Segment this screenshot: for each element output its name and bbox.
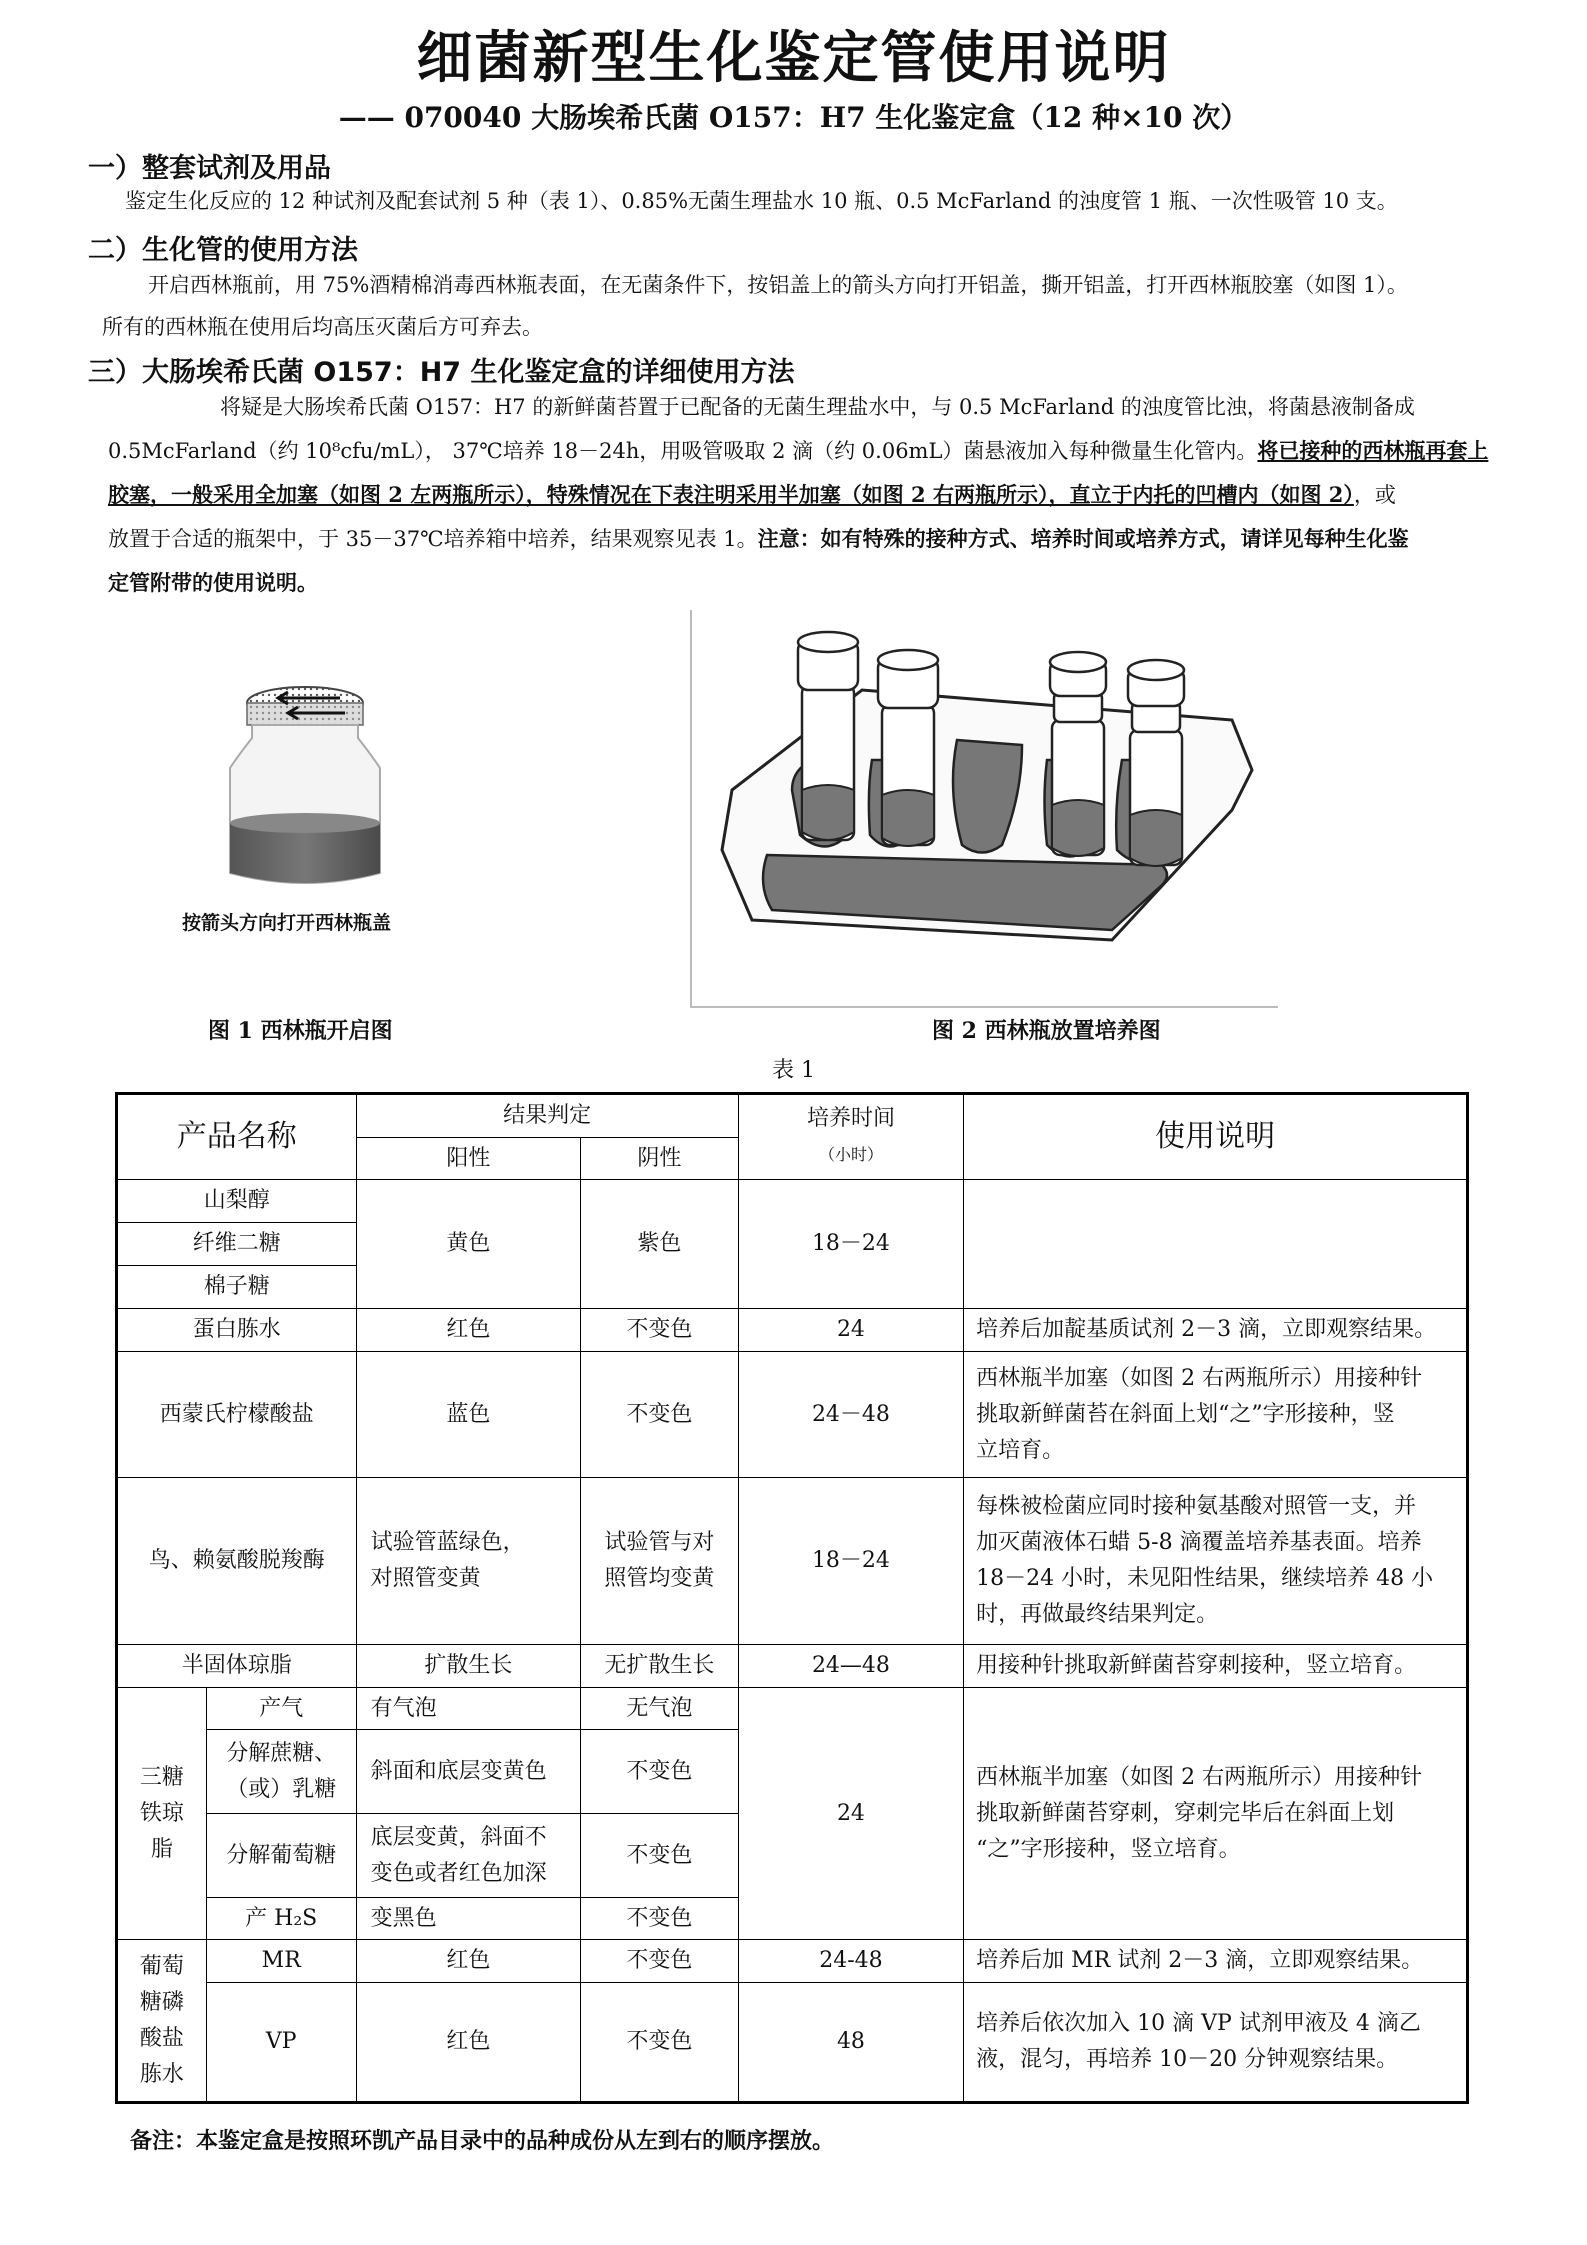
product-tsi	[117, 1688, 207, 1940]
section-3-line3	[108, 474, 1396, 516]
table-row	[117, 1352, 1468, 1478]
product-cellobiose: 纤维二糖	[117, 1223, 357, 1266]
vial-opening-image	[140, 608, 470, 938]
product-citrate: 西蒙氏柠檬酸盐	[117, 1352, 357, 1478]
section-3-line3-emphasis: 胶塞，一般采用全加塞（如图 2 左两瓶所示），特殊情况在下表注明采用半加塞（如图 2 右两瓶所示），直立于内托的凹槽内（如图 2）	[108, 482, 1354, 507]
gas-positive: 有气泡	[356, 1688, 581, 1730]
mr-positive: 红色	[356, 1940, 581, 1983]
vp-note-line: 液，混匀，再培养 10－20 分钟观察结果。	[976, 2047, 1399, 2072]
sugar-positive: 黄色	[356, 1180, 581, 1309]
reaction-table	[115, 1092, 1469, 2104]
citrate-note	[964, 1352, 1468, 1478]
table-caption: 表 1	[772, 1058, 815, 1083]
section-3-heading: 三）大肠埃希氏菌 O157：H7 生化鉴定盒的详细使用方法	[88, 357, 795, 388]
vp-time: 48	[738, 1983, 963, 2103]
tsi-group-line: 铁琼	[139, 1800, 184, 1826]
product-raffinose: 棉子糖	[117, 1266, 357, 1309]
gp-vp: VP	[206, 1983, 356, 2103]
section-3-line2-text: 0.5McFarland（约 10⁸cfu/mL）， 37℃培养 18－24h，用吸管吸取 2 滴（约 0.06mL）菌悬液加入每种微量生化管内。	[108, 439, 1258, 463]
table-row	[117, 1940, 1468, 1983]
section-3-line3-text: ，或	[1353, 483, 1396, 507]
product-semisolid: 半固体琼脂	[117, 1645, 357, 1688]
decarb-note-line: 18－24 小时，未见阳性结果，继续培养 48 小	[976, 1566, 1434, 1591]
vp-note	[964, 1983, 1468, 2103]
figure-1-inner-label: 按箭头方向打开西林瓶盖	[182, 912, 392, 934]
header-note: 使用说明	[964, 1094, 1468, 1180]
citrate-note-line: 立培育。	[976, 1437, 1065, 1463]
h2s-negative: 不变色	[581, 1898, 739, 1940]
glucose-negative: 不变色	[581, 1814, 739, 1898]
mr-negative: 不变色	[581, 1940, 739, 1983]
gp-mr: MR	[206, 1940, 356, 1983]
product-peptone: 蛋白胨水	[117, 1309, 357, 1352]
header-result: 结果判定	[356, 1094, 738, 1138]
citrate-note-line: 挑取新鲜菌苔在斜面上划“之”字形接种，竖	[976, 1401, 1395, 1427]
section-2-heading: 二）生化管的使用方法	[88, 235, 358, 266]
section-3-line4	[108, 518, 1409, 560]
header-positive: 阳性	[356, 1138, 581, 1180]
tsi-group-line: 三糖	[139, 1764, 184, 1790]
tsi-glucose: 分解葡萄糖	[206, 1814, 356, 1898]
sucrose-positive: 斜面和底层变黄色	[356, 1730, 581, 1814]
decarb-negative	[581, 1478, 739, 1645]
mr-time: 24-48	[738, 1940, 963, 1983]
decarb-note-line: 时，再做最终结果判定。	[976, 1602, 1219, 1627]
semi-time: 24—48	[738, 1645, 963, 1688]
decarb-note	[964, 1478, 1468, 1645]
header-time-unit: （小时）	[818, 1145, 883, 1164]
tsi-gas: 产气	[206, 1688, 356, 1730]
tsi-note-line: 挑取新鲜菌苔穿刺，穿刺完毕后在斜面上划	[976, 1800, 1395, 1826]
peptone-negative: 不变色	[581, 1309, 739, 1352]
header-product: 产品名称	[117, 1094, 357, 1180]
semi-negative: 无扩散生长	[581, 1645, 739, 1688]
figure-1	[140, 608, 470, 938]
citrate-negative: 不变色	[581, 1352, 739, 1478]
table-row	[117, 1983, 1468, 2103]
tsi-group-line: 脂	[150, 1836, 173, 1862]
decarb-negative-line: 试验管与对	[604, 1530, 715, 1555]
decarb-positive	[356, 1478, 581, 1645]
tsi-sucrose	[206, 1730, 356, 1814]
vp-negative: 不变色	[581, 1983, 739, 2103]
vp-note-line: 培养后依次加入 10 滴 VP 试剂甲液及 4 滴乙	[976, 2011, 1421, 2036]
figure-2	[690, 610, 1278, 1008]
tsi-note-line: 西林瓶半加塞（如图 2 右两瓶所示）用接种针	[976, 1764, 1423, 1790]
header-time	[738, 1094, 963, 1180]
glucose-positive	[356, 1814, 581, 1898]
sugar-negative: 紫色	[581, 1180, 739, 1309]
section-1-body: 鉴定生化反应的 12 种试剂及配套试剂 5 种（表 1）、0.85%无菌生理盐水 10 瓶、0.5 McFarland 的浊度管 1 瓶、一次性吸管 10 支。	[125, 189, 1398, 213]
semi-note: 用接种针挑取新鲜菌苔穿刺接种，竖立培育。	[964, 1645, 1468, 1688]
decarb-positive-line: 对照管变黄	[370, 1566, 481, 1591]
section-2-line1: 开启西林瓶前，用 75%酒精棉消毒西林瓶表面，在无菌条件下，按铝盖上的箭头方向打开铝盖，撕开铝盖，打开西林瓶胶塞（如图 1）。	[148, 273, 1408, 297]
section-3-line1: 将疑是大肠埃希氏菌 O157：H7 的新鲜菌苔置于已配备的无菌生理盐水中，与 0.5 McFarland 的浊度管比浊，将菌悬液制备成	[220, 395, 1415, 419]
decarb-note-line: 每株被检菌应同时接种氨基酸对照管一支，并	[976, 1494, 1417, 1519]
gas-negative: 无气泡	[581, 1688, 739, 1730]
vp-positive: 红色	[356, 1983, 581, 2103]
vial-tray-image	[692, 610, 1278, 1006]
table-row	[117, 1478, 1468, 1645]
decarb-time: 18－24	[738, 1478, 963, 1645]
product-decarboxylase: 鸟、赖氨酸脱羧酶	[117, 1478, 357, 1645]
section-3-line2	[108, 430, 1488, 472]
section-3-line2-emphasis: 将已接种的西林瓶再套上	[1257, 438, 1489, 463]
gp-group-line: 葡萄	[139, 1953, 184, 1979]
decarb-negative-line: 照管均变黄	[604, 1566, 715, 1591]
table-row	[117, 1645, 1468, 1688]
header-time-label: 培养时间	[806, 1106, 895, 1131]
tsi-h2s: 产 H₂S	[206, 1898, 356, 1940]
tsi-sucrose-line: （或）乳糖	[226, 1776, 337, 1802]
page-title: 细菌新型生化鉴定管使用说明	[416, 26, 1171, 91]
citrate-positive: 蓝色	[356, 1352, 581, 1478]
section-2-line2: 所有的西林瓶在使用后均高压灭菌后方可弃去。	[102, 315, 543, 339]
mr-note: 培养后加 MR 试剂 2－3 滴，立即观察结果。	[964, 1940, 1468, 1983]
glucose-positive-line: 变色或者红色加深	[370, 1860, 547, 1886]
gp-group-line: 胨水	[139, 2061, 184, 2087]
tsi-note	[964, 1688, 1468, 1940]
gp-group-line: 糖磷	[139, 1989, 184, 2015]
table-row	[117, 1688, 1468, 1730]
h2s-positive: 变黑色	[356, 1898, 581, 1940]
tsi-sucrose-line: 分解蔗糖、	[226, 1740, 337, 1766]
semi-positive: 扩散生长	[356, 1645, 581, 1688]
peptone-positive: 红色	[356, 1309, 581, 1352]
tsi-time: 24	[738, 1688, 963, 1940]
gp-group-line: 酸盐	[139, 2025, 184, 2051]
tsi-note-line: “之”字形接种，竖立培育。	[976, 1836, 1241, 1862]
product-sorbitol: 山梨醇	[117, 1180, 357, 1223]
sucrose-negative: 不变色	[581, 1730, 739, 1814]
decarb-note-line: 加灭菌液体石蜡 5-8 滴覆盖培养基表面。培养	[976, 1530, 1422, 1555]
citrate-note-line: 西林瓶半加塞（如图 2 右两瓶所示）用接种针	[976, 1365, 1423, 1391]
table-row	[117, 1180, 1468, 1223]
table-header-row	[117, 1094, 1468, 1138]
header-negative: 阴性	[581, 1138, 739, 1180]
decarb-positive-line: 试验管蓝绿色，	[370, 1530, 525, 1555]
figure-2-caption: 图 2 西林瓶放置培养图	[932, 1018, 1161, 1044]
section-1-heading: 一）整套试剂及用品	[88, 153, 331, 184]
peptone-note: 培养后加靛基质试剂 2－3 滴，立即观察结果。	[964, 1309, 1468, 1352]
section-3-line4-note: 注意：如有特殊的接种方式、培养时间或培养方式，请详见每种生化鉴	[757, 526, 1409, 551]
sugar-time: 18－24	[738, 1180, 963, 1309]
footnote: 备注：本鉴定盒是按照环凯产品目录中的品种成份从左到右的顺序摆放。	[130, 2128, 835, 2154]
sugar-note	[964, 1180, 1468, 1309]
figure-1-caption: 图 1 西林瓶开启图	[208, 1018, 393, 1044]
section-3-line4-text: 放置于合适的瓶架中，于 35－37℃培养箱中培养，结果观察见表 1。	[108, 527, 758, 551]
citrate-time: 24－48	[738, 1352, 963, 1478]
glucose-positive-line: 底层变黄，斜面不	[370, 1824, 547, 1850]
peptone-time: 24	[738, 1309, 963, 1352]
section-3-line5: 定管附带的使用说明。	[108, 570, 318, 595]
table-row	[117, 1309, 1468, 1352]
product-glucose-phosphate	[117, 1940, 207, 2103]
page-subtitle: —— 070040 大肠埃希氏菌 O157：H7 生化鉴定盒（12 种×10 次）	[338, 101, 1249, 134]
